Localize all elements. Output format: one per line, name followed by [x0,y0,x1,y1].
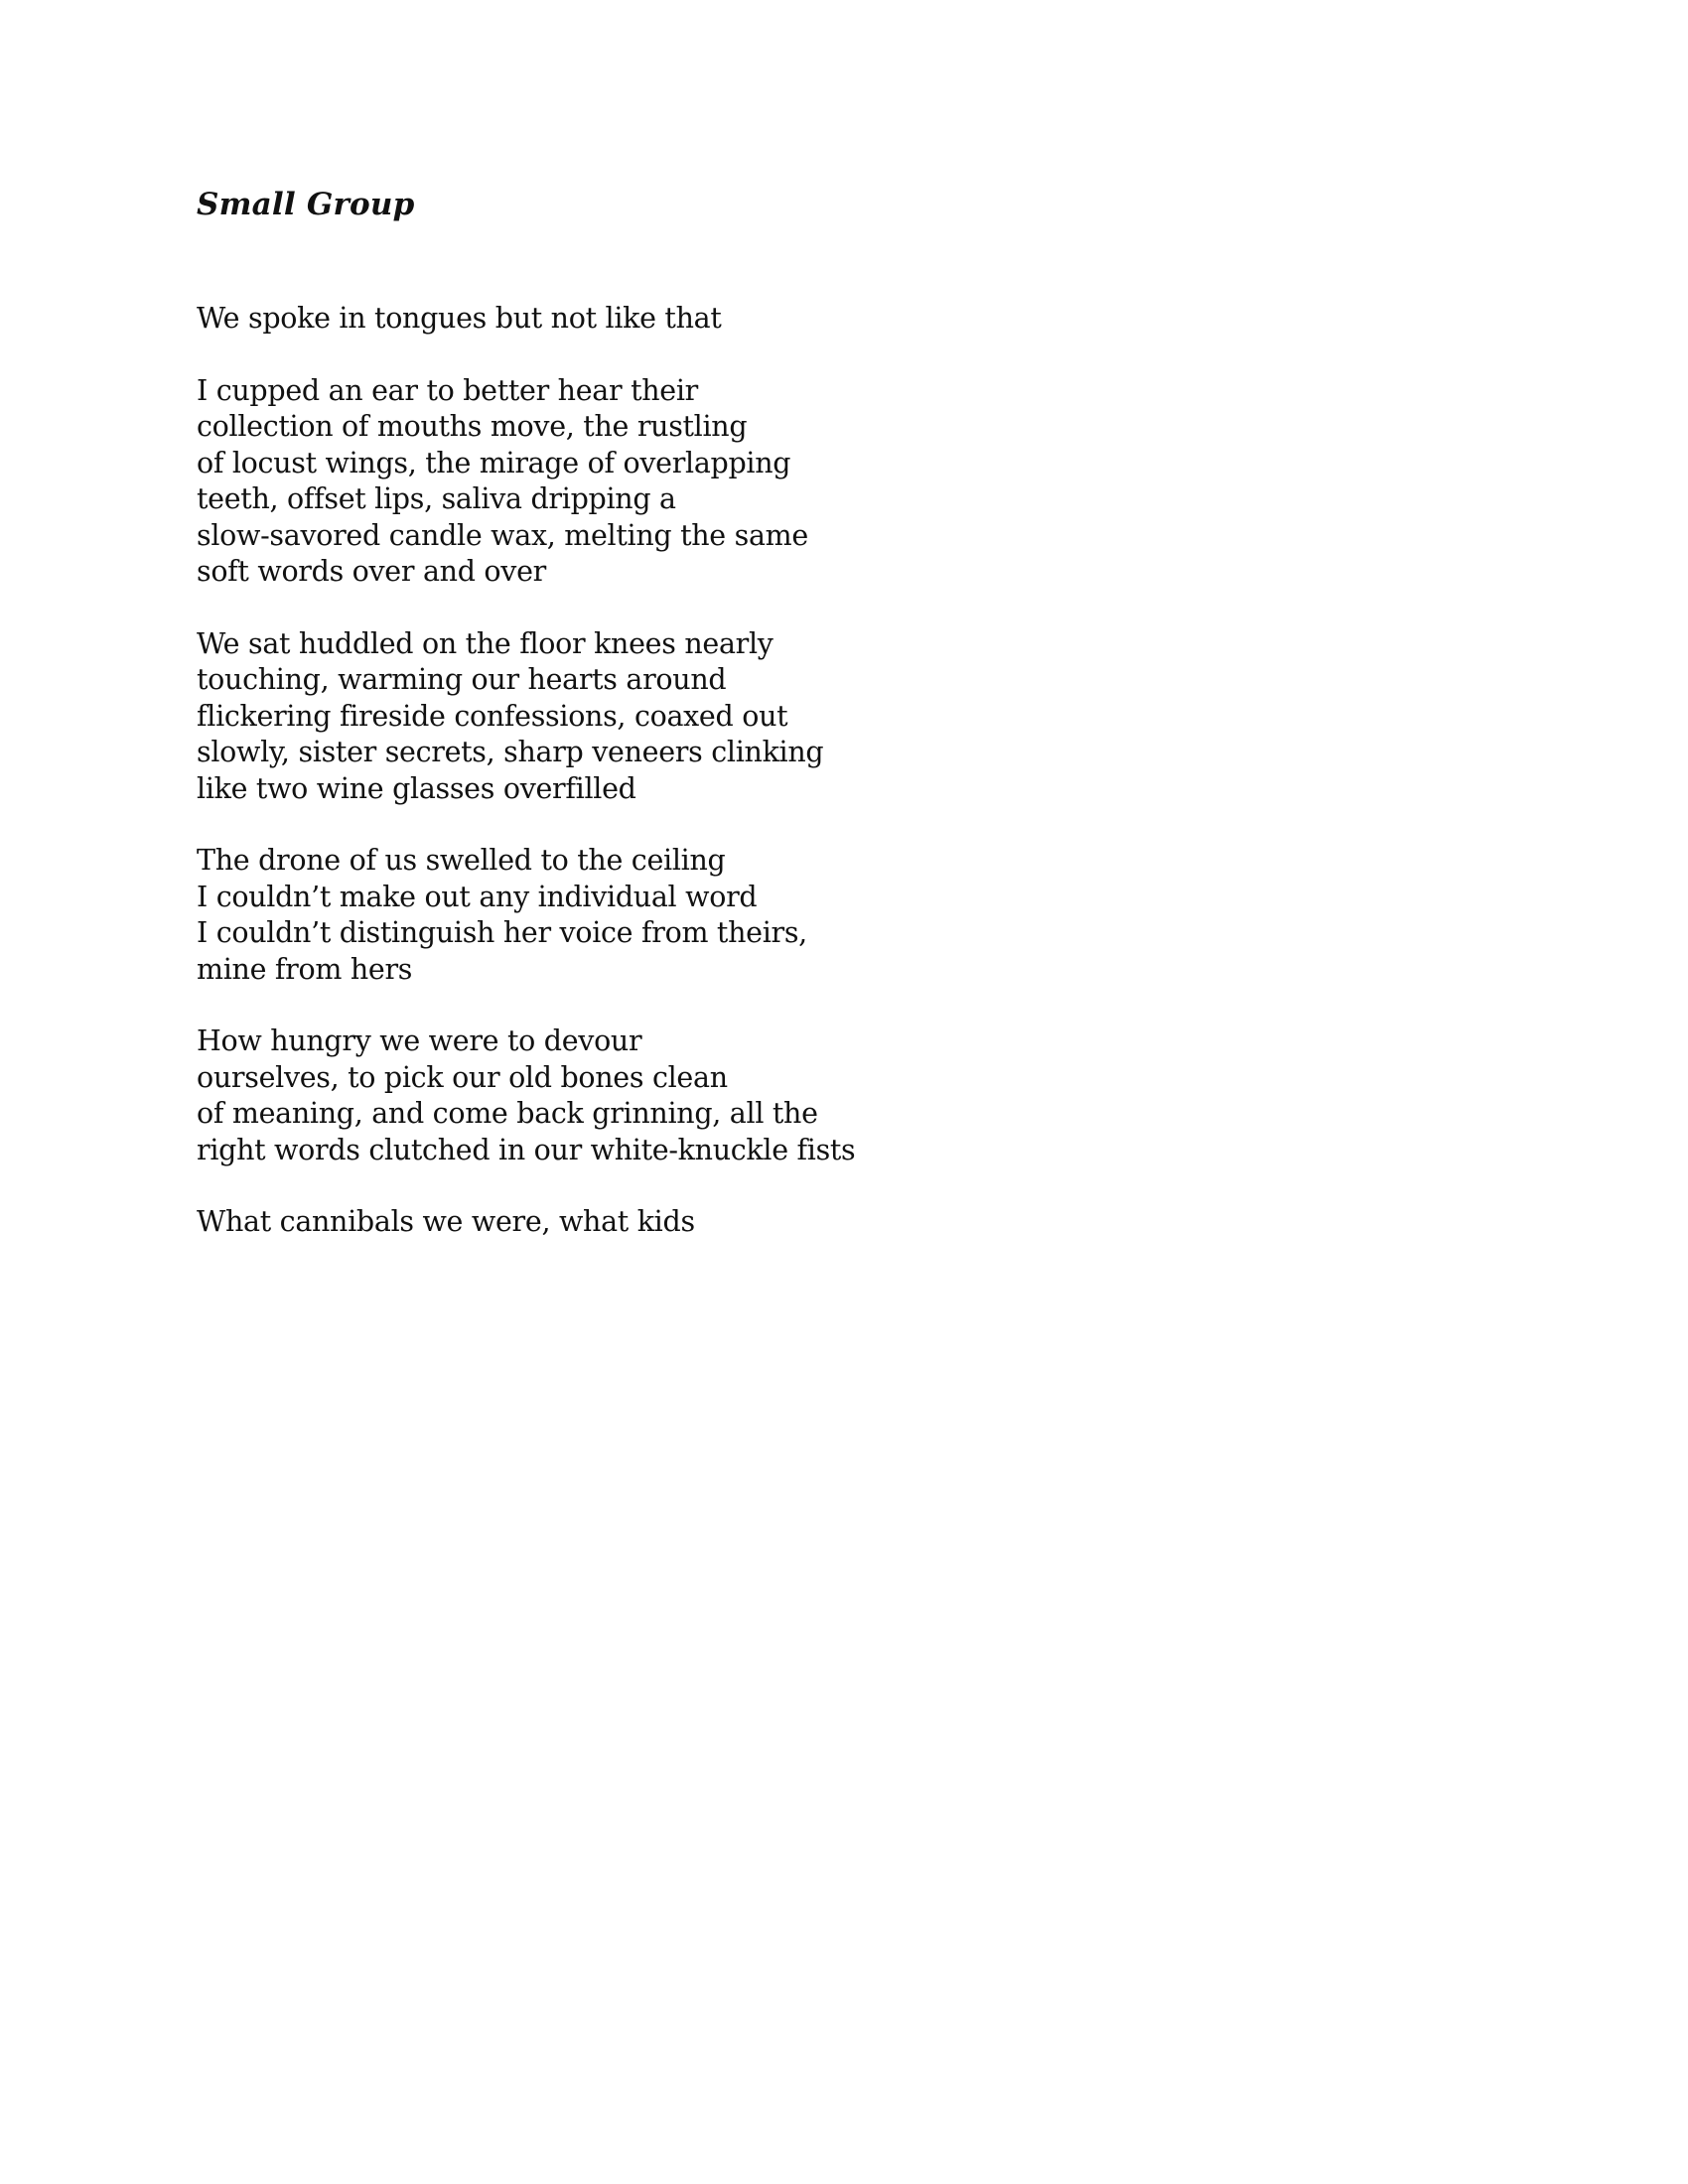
poem-line: teeth, offset lips, saliva dripping a [197,482,676,515]
poem-line: I cupped an ear to better hear their [197,373,698,407]
poem-line: of meaning, and come back grinning, all the [197,1097,818,1130]
poem-line: ourselves, to pick our old bones clean [197,1060,728,1094]
poem-body [197,301,1289,1241]
poem-line: We spoke in tongues but not like that [197,302,722,335]
poem-line: right words clutched in our white-knuckle fists [197,1133,856,1166]
poem [197,185,1289,1277]
poem-line: flickering fireside confessions, coaxed out [197,699,788,733]
poem-line: I couldn’t make out any individual word [197,880,758,913]
poem-line: like two wine glasses overfilled [197,771,636,805]
poem-line: mine from hers [197,952,413,986]
poem-line: We sat huddled on the floor knees nearly [197,626,774,660]
stanza [197,373,1289,591]
poem-line: collection of mouths move, the rustling [197,410,748,443]
poem-line: slow-savored candle wax, melting the same [197,518,808,552]
stanza [197,626,1289,808]
poem-line: I couldn’t distinguish her voice from theirs, [197,916,807,949]
stanza [197,1024,1289,1168]
poem-line: The drone of us swelled to the ceiling [197,844,726,877]
poem-line: What cannibals we were, what kids [197,1205,695,1238]
stanza [197,1204,1289,1241]
poem-title: Small Group [197,187,415,222]
poem-line: How hungry we were to devour [197,1024,642,1057]
poem-line: of locust wings, the mirage of overlapping [197,446,791,479]
stanza [197,843,1289,988]
poem-line: touching, warming our hearts around [197,663,727,696]
stanza [197,301,1289,338]
poem-line: slowly, sister secrets, sharp veneers clinking [197,736,824,768]
poem-line: soft words over and over [197,555,546,588]
